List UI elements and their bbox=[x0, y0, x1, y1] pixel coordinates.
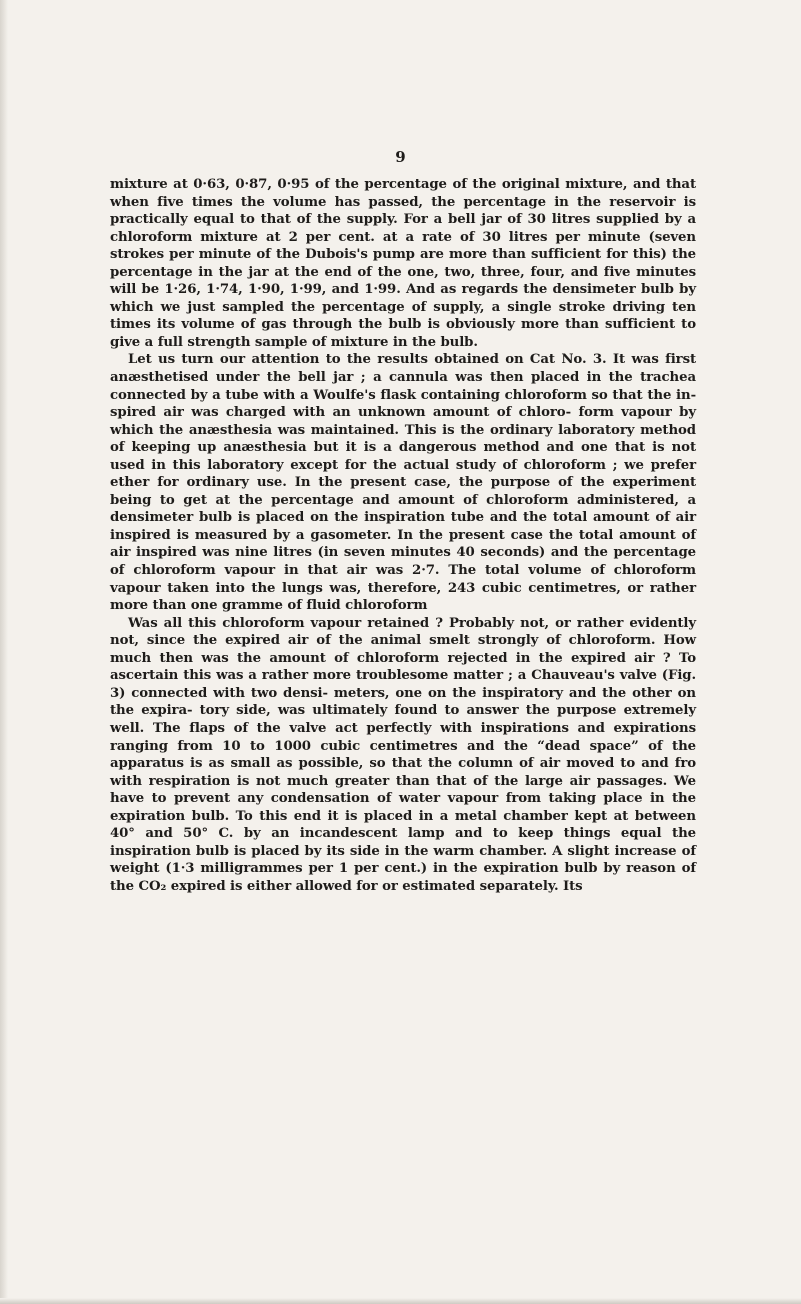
page-number: 9 bbox=[395, 148, 406, 166]
paragraph-2: Let us turn our attention to the results obtained on Cat No. 3. It was first anæsthetised under the bell jar ; a cannula was then placed in the trachea connected by a tube with a Woulfe's flask containing chloroform so that the in- spired air was charged with an unknown amount of chloro- form vapour by which the anæsthesia was maintained. This is the ordinary laboratory method of keeping up anæsthesia but it is a dangerous method and one that is not used in this laboratory except for the actual study of chloroform ; we prefer ether for ordinary use. In the present case, the purpose of the experiment being to get at the percentage and amount of chloroform administered, a densimeter bulb is placed on the inspiration tube and the total amount of air inspired is measured by a gasometer. In the present case the total amount of air inspired was nine litres (in seven minutes 40 seconds) and the percentage of chloroform vapour in that air was 2·7. The total volume of chloroform vapour taken into the lungs was, therefore, 243 cubic centimetres, or rather more than one gramme of fluid chloroform bbox=[110, 352, 696, 614]
page-bottom-edge bbox=[0, 1298, 801, 1304]
paragraph-3: Was all this chloroform vapour retained ? Probably not, or rather evidently not, since the expired air of the animal smelt strongly of chloroform. How much then was the amount of chloroform rejected in the expired air ? To ascertain this was a rather more troublesome matter ; a Chauveau's valve (Fig. 3) connected with two densi- meters, one on the inspiratory and the other on the expira- tory side, was ultimately found to answer the purpose extremely well. The flaps of the valve act perfectly with inspirations and expirations ranging from 10 to 1000 cubic centimetres and the “dead space” of the apparatus is as small as possible, so that the column of air moved to and fro with respiration is not much greater than that of the large air passages. We have to prevent any condensation of water vapour from taking place in the expiration bulb. To this end it is placed in a metal chamber kept at between 40° and 50° C. by an incandescent lamp and to keep things equal the inspiration bulb is placed by its side in the warm chamber. A slight increase of weight (1·3 milligrammes per 1 per cent.) in the expiration bulb by reason of the CO₂ expired is either allowed for or estimated separately. Its bbox=[110, 615, 696, 894]
page-left-edge bbox=[0, 0, 8, 1304]
body-text bbox=[110, 176, 696, 895]
paragraph-1: mixture at 0·63, 0·87, 0·95 of the percentage of the original mixture, and that when five times the volume has passed, the percentage in the reservoir is practically equal to that of the supply. For a bell jar of 30 litres supplied by a chloroform mixture at 2 per cent. at a rate of 30 litres per minute (seven strokes per minute of the Dubois's pump are more than sufficient for this) the percentage in the jar at the end of the one, two, three, four, and five minutes will be 1·26, 1·74, 1·90, 1·99, and 1·99. And as regards the densimeter bulb by which we just sampled the percentage of supply, a single stroke driving ten times its volume of gas through the bulb is obviously more than sufficient to give a full strength sample of mixture in the bulb. bbox=[110, 177, 696, 350]
